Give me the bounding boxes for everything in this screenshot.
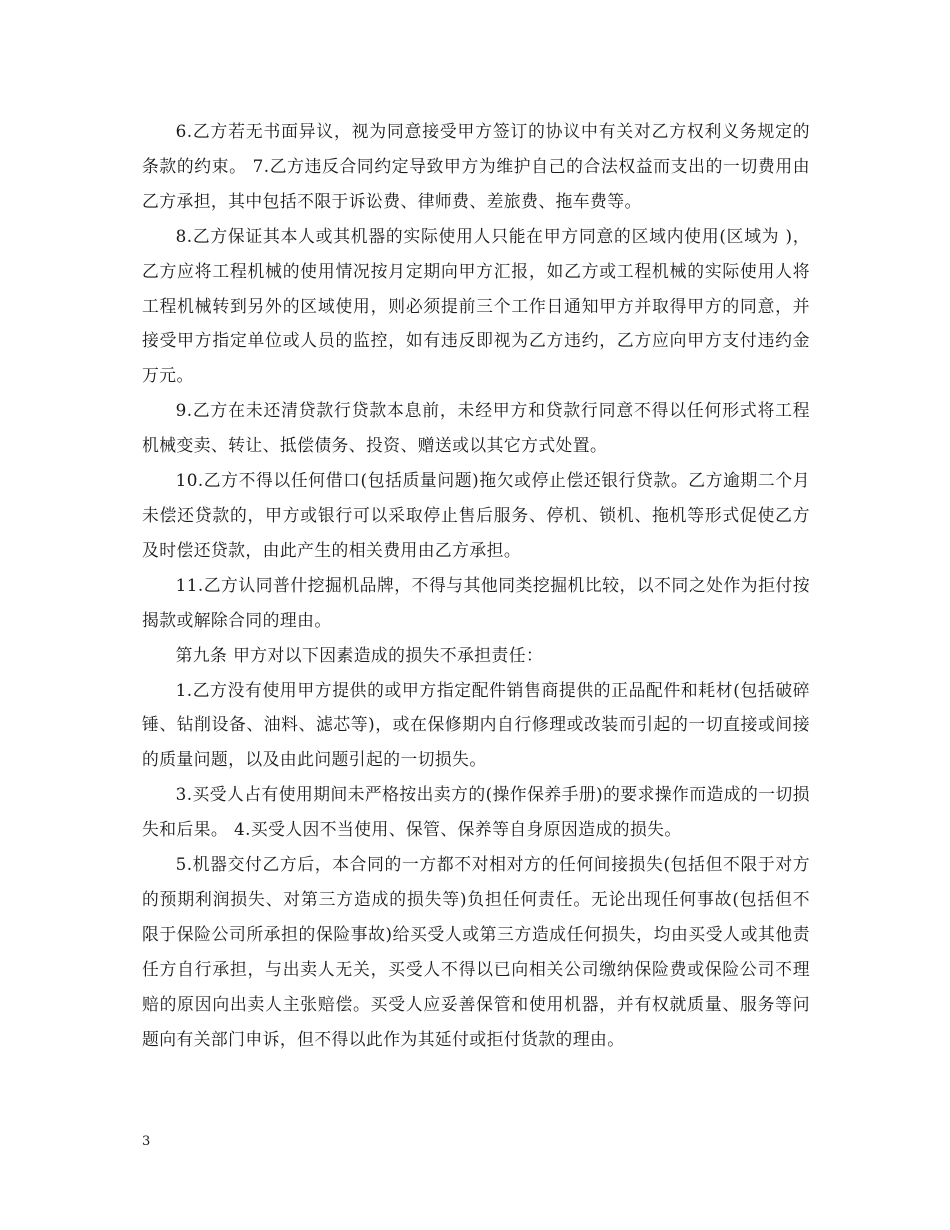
paragraph-clause-6-7: 6.乙方若无书面异议，视为同意接受甲方签订的协议中有关对乙方权利义务规定的条款的约束。 7.乙方违反合同约定导致甲方为维护自己的合法权益而支出的一切费用由乙方承担，其中包括不限于诉讼费、律师费、差旅费、拖车费等。 [142, 121, 810, 211]
article-9-heading: 第九条 甲方对以下因素造成的损失不承担责任： [175, 644, 544, 665]
paragraph-exemption-1: 1.乙方没有使用甲方提供的或甲方指定配件销售商提供的正品配件和耗材(包括破碎锤、钻削设备、油料、滤芯等)，或在保修期内自行修理或改装而引起的一切直接或间接的质量问题，以及由此问题引起的一切损失。 [142, 679, 810, 770]
paragraph-exemption-5: 5.机器交付乙方后，本合同的一方都不对相对方的任何间接损失(包括但不限于对方的预期利润损失、对第三方造成的损失等)负担任何责任。无论出现任何事故(包括但不限于保险公司所承担的保险事故)给买受人或第三方造成任何损失，均由买受人或其他责任方自行承担，与出卖人无关，买受人不得以已向相关公司缴纳保险费或保险公司不理赔的原因向出卖人主张赔偿。买受人应妥善保管和使用机器，并有权就质量、服务等问题向有关部门申诉，但不得以此作为其延付或拒付货款的理由。 [142, 854, 810, 1049]
paragraph-clause-11: 11.乙方认同普什挖掘机品牌，不得与其他同类挖掘机比较，以不同之处作为拒付按揭款或解除合同的理由。 [142, 574, 810, 630]
document-body [142, 114, 810, 1056]
paragraph-exemption-3-4: 3.买受人占有使用期间未严格按出卖方的(操作保养手册)的要求操作而造成的一切损失和后果。 4.买受人因不当使用、保管、保养等自身原因造成的损失。 [142, 784, 810, 840]
page-number: 3 [142, 1134, 151, 1149]
paragraph-clause-8: 8.乙方保证其本人或其机器的实际使用人只能在甲方同意的区域内使用(区域为 )，乙方应将工程机械的使用情况按月定期向甲方汇报，如乙方或工程机械的实际使用人将工程机械转到另外的区域使用，则必须提前三个工作日通知甲方并取得甲方的同意，并接受甲方指定单位或人员的监控，如有违反即视为乙方违约，乙方应向甲方支付违约金 万元。 [142, 225, 810, 386]
paragraph-clause-9: 9.乙方在未还清贷款行贷款本息前，未经甲方和贷款行同意不得以任何形式将工程机械变卖、转让、抵偿债务、投资、赠送或以其它方式处置。 [142, 400, 810, 456]
paragraph-clause-10: 10.乙方不得以任何借口(包括质量问题)拖欠或停止偿还银行贷款。乙方逾期二个月未偿还贷款的，甲方或银行可以采取停止售后服务、停机、锁机、拖机等形式促使乙方及时偿还贷款，由此产生的相关费用由乙方承担。 [142, 470, 810, 560]
